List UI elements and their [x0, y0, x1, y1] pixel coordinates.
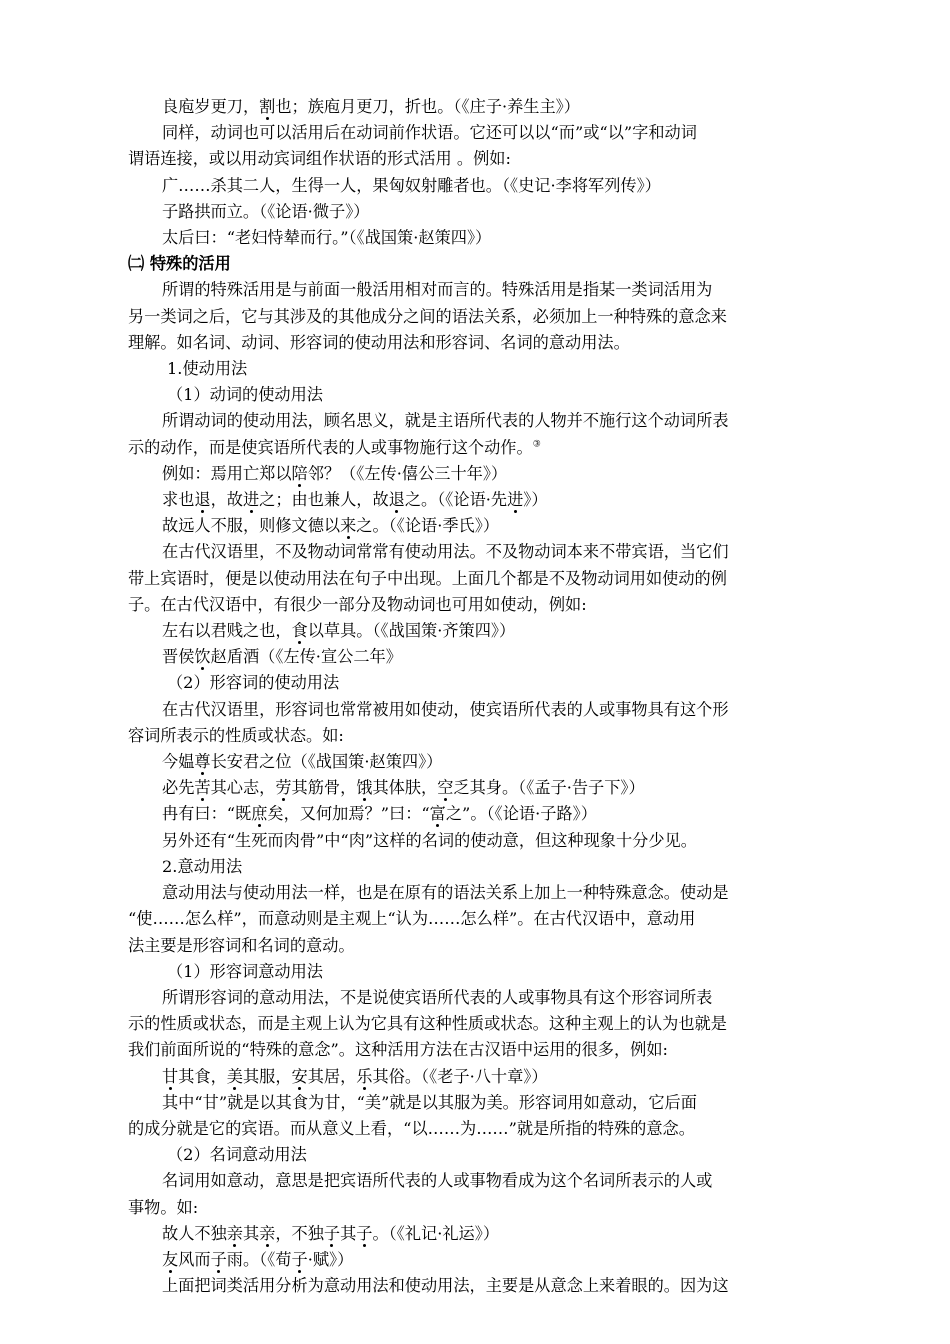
emphasis-dot: 尊 [194, 752, 211, 772]
text-line: 求也退，故进之；由也兼人，故退之。（《论语·先进》） [162, 490, 548, 510]
footnote-marker: ③ [532, 439, 541, 450]
subsection-heading: （2）形容词的使动用法 [167, 673, 340, 693]
subsection-heading: （1）动词的使动用法 [167, 385, 323, 405]
text-line: 晋侯饮赵盾酒（《左传·宣公二年》 [162, 647, 402, 667]
text-line: 另一类词之后，它与其涉及的其他成分之间的语法关系，必须加上一种特殊的意念来 [128, 306, 727, 326]
text-line: “使……怎么样”，而意动则是主观上“认为……怎么样”。在古代汉语中，意动用 [128, 909, 696, 929]
text-line: 我们前面所说的“特殊的意念”。这种活用方法在古汉语中运用的很多，例如: [128, 1040, 669, 1060]
emphasis-dot: 苦 [194, 778, 211, 798]
section-heading: ㈡ 特殊的活用 [128, 254, 231, 274]
subsection-heading: （1）形容词意动用法 [167, 961, 323, 981]
text-line: 今媪尊长安君之位（《战国策·赵策四》） [162, 752, 443, 772]
text-line: 广……杀其二人，生得一人，果匈奴射雕者也。（《史记·李将军列传》） [162, 175, 661, 195]
emphasis-dot: 庶 [251, 804, 268, 824]
text-line: 意动用法与使动用法一样，也是在原有的语法关系上加上一种特殊意念。使动是 [162, 883, 729, 903]
emphasis-dot: 退 [388, 490, 405, 510]
text-line: 事物。如: [128, 1197, 199, 1217]
emphasis-dot: 进 [507, 490, 524, 510]
text-line: 法主要是形容词和名词的意动。 [128, 935, 355, 955]
text-line: 谓语连接，或以用动宾词组作状语的形式活用 。例如: [128, 149, 511, 169]
text-line: 所谓动词的使动用法，顾名思义，就是主语所代表的人物并不施行这个动词所表 [162, 411, 729, 431]
emphasis-dot: 子 [291, 1249, 308, 1269]
text-line: 示的动作，而是使宾语所代表的人或事物施行这个动作。③ [128, 437, 541, 457]
text-line: 示的性质或状态，而是主观上认为它具有这种性质或状态。这种主观上的认为也就是 [128, 1014, 727, 1034]
emphasis-dot: 子 [210, 1249, 227, 1269]
emphasis-dot: 劳 [275, 778, 292, 798]
text-line: 其中“甘”就是以其食为甘，“美”就是以其服为美。形容词用如意动，它后面 [162, 1092, 697, 1112]
text-line: 容词所表示的性质或状态。如: [128, 725, 344, 745]
text-line: 的成分就是它的宾语。而从意义上看，“以……为……”就是所指的特殊的意念。 [128, 1118, 695, 1138]
text-line: 良庖岁更刀，割也；族庖月更刀，折也。（《庄子·养生主》） [162, 97, 580, 116]
emphasis-dot: 饮 [194, 647, 211, 667]
emphasis-dot: 乐 [356, 1066, 373, 1086]
emphasis-dot: 安 [291, 1066, 308, 1086]
emphasis-dot: 食 [291, 621, 308, 641]
text-line: 在古代汉语里，形容词也常常被用如使动，使宾语所代表的人或事物具有这个形 [162, 699, 729, 719]
emphasis-dot: 空 [437, 778, 454, 798]
text-line: 同样，动词也可以活用后在动词前作状语。它还可以以“而”或“以”字和动词 [162, 123, 697, 143]
emphasis-dot: 子 [323, 1223, 341, 1243]
text-line: 另外还有“生死而肉骨”中“肉”这样的名词的使动意，但这种现象十分少见。 [162, 830, 697, 850]
emphasis-dot: 友 [162, 1249, 179, 1269]
emphasis-dot: 甘 [162, 1066, 179, 1086]
text-line: 故人不独亲其亲，不独子其子。（《礼记·礼运》） [162, 1223, 499, 1243]
text-line: 理解。如名词、动词、形容词的使动用法和形容词、名词的意动用法。 [128, 332, 630, 352]
emphasis-dot: 来 [340, 516, 357, 536]
subsection-heading: 2.意动用法 [162, 856, 243, 876]
text-line: 例如：焉用亡郑以陪邻？（《左传·僖公三十年》） [162, 463, 508, 483]
text-line: 太后曰：“老妇恃辇而行。”（《战国策·赵策四》） [162, 228, 492, 248]
document-page [128, 94, 824, 1299]
emphasis-dot: 美 [226, 1066, 243, 1086]
emphasis-dot: 退 [194, 490, 211, 510]
text-line: 必先苦其心志，劳其筋骨，饿其体肤，空乏其身。（《孟子·告子下》） [162, 778, 645, 798]
emphasis-dot: 亲 [226, 1223, 243, 1243]
text-line: 所谓的特殊活用是与前面一般活用相对而言的。特殊活用是指某一类词活用为 [162, 280, 713, 300]
emphasis-dot: 富 [429, 804, 446, 824]
text-line: 甘其食，美其服，安其居，乐其俗。（《老子·八十章》） [162, 1066, 548, 1086]
emphasis-dot: 亲 [259, 1223, 276, 1243]
text-line: 友风而子雨。（《荀子·赋》） [162, 1249, 354, 1269]
text-line: 带上宾语时，便是以使动用法在句子中出现。上面几个都是不及物动词用如使动的例 [128, 568, 727, 588]
text-line: 所谓形容词的意动用法，不是说使宾语所代表的人或事物具有这个形容词所表 [162, 987, 713, 1007]
emphasis-dot: 饿 [356, 778, 373, 798]
emphasis-dot: 子 [356, 1223, 373, 1243]
text-line: 上面把词类活用分析为意动用法和使动用法，主要是从意念上来着眼的。因为这 [162, 1276, 729, 1296]
text-line: 故远人不服，则修文德以来之。（《论语·季氏》） [162, 516, 499, 536]
text-line: 名词用如意动，意思是把宾语所代表的人或事物看成为这个名词所表示的人或 [162, 1171, 713, 1191]
subsection-heading: 1.使动用法 [167, 359, 248, 379]
emphasis-dot: 进 [242, 490, 260, 510]
emphasis-dot: 割 [259, 97, 276, 116]
text-line: 在古代汉语里，不及物动词常常有使动用法。不及物动词本来不带宾语，当它们 [162, 542, 729, 562]
text-line: 左右以君贱之也，食以草具。（《战国策·齐策四》） [162, 621, 516, 641]
text-line: 子。在古代汉语中，有很少一部分及物动词也可用如使动，例如: [128, 594, 587, 614]
text-line: 子路拱而立。（《论语·微子》） [162, 201, 370, 221]
subsection-heading: （2）名词意动用法 [167, 1145, 307, 1165]
text-line: 冉有曰：“既庶矣，又何加焉？”曰：“富之”。（《论语·子路》） [162, 804, 597, 824]
emphasis-dot: 陪 [291, 463, 308, 483]
